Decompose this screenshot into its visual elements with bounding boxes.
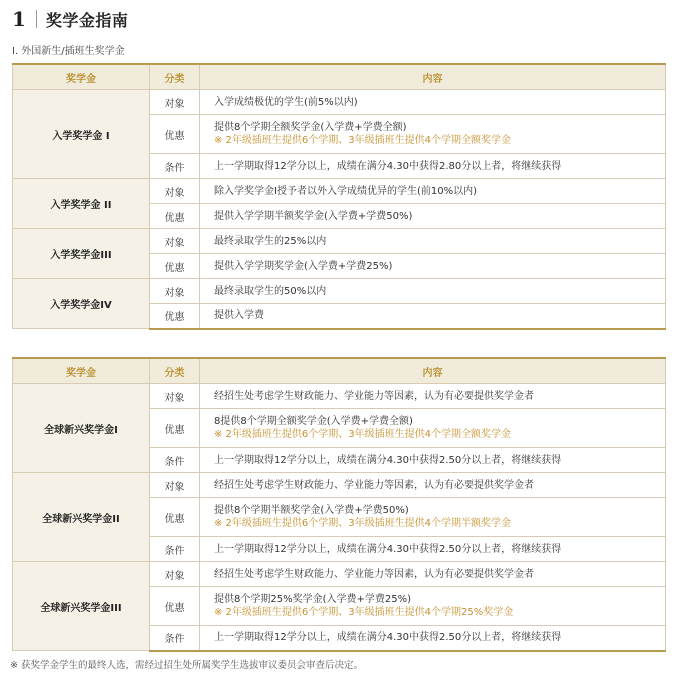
content-cell (200, 304, 666, 329)
transfer-student-note: ※ 2年级插班生提供6个学期、3年级插班生提供4个学期全额奖学金 (214, 135, 512, 146)
category-cell: 优惠 (150, 409, 200, 448)
content-cell (200, 626, 666, 651)
table-row (13, 473, 666, 498)
content-text: 提供入学学期奖学金(入学费+学费25%) (214, 260, 393, 272)
table-header-row (13, 64, 666, 90)
scholarship-name: 入学奖学金 II (13, 179, 150, 229)
content-text: 上一学期取得12学分以上，成绩在满分4.30中获得2.50分以上者，将继续获得 (214, 543, 562, 555)
header-category: 分类 (150, 358, 200, 384)
content-text: 经招生处考虑学生财政能力、学业能力等因素，认为有必要提供奖学金者 (214, 568, 534, 580)
content-cell (200, 115, 666, 154)
category-cell: 优惠 (150, 204, 200, 229)
content-text: 上一学期取得12学分以上，成绩在满分4.30中获得2.50分以上者，将继续获得 (214, 632, 562, 644)
category-cell: 对象 (150, 279, 200, 304)
content-text: 经招生处考虑学生财政能力、学业能力等因素，认为有必要提供奖学金者 (214, 390, 534, 402)
content-text: 提供8个学期半额奖学金(入学费+学费50%) (214, 505, 409, 516)
category-cell: 对象 (150, 229, 200, 254)
header-category: 分类 (150, 64, 200, 90)
content-text: 除入学奖学金I授予者以外入学成绩优异的学生(前10%以内) (214, 185, 477, 197)
content-text: 上一学期取得12学分以上，成绩在满分4.30中获得2.80分以上者，将继续获得 (214, 160, 562, 172)
content-cell (200, 179, 666, 204)
content-text: 最终录取学生的50%以内 (214, 285, 327, 297)
content-cell (200, 254, 666, 279)
page-title (12, 6, 128, 32)
section-title: 奖学金指南 (45, 10, 129, 30)
title-divider (36, 10, 37, 28)
content-cell (200, 562, 666, 587)
content-cell (200, 448, 666, 473)
transfer-student-note: ※ 2年级插班生提供6个学期、3年级插班生提供4个学期25%奖学金 (214, 607, 514, 618)
header-content: 内容 (200, 358, 666, 384)
content-text: 提供入学费 (214, 310, 264, 322)
content-cell (200, 473, 666, 498)
content-text: 提供入学学期半额奖学金(入学费+学费50%) (214, 210, 413, 222)
category-cell: 优惠 (150, 498, 200, 537)
transfer-student-note: ※ 2年级插班生提供6个学期、3年级插班生提供4个学期全额奖学金 (214, 429, 512, 440)
content-cell (200, 90, 666, 115)
content-text: 最终录取学生的25%以内 (214, 235, 327, 247)
table-header-row (13, 358, 666, 384)
content-cell (200, 587, 666, 626)
category-cell: 条件 (150, 537, 200, 562)
table-row (13, 562, 666, 587)
header-scholarship: 奖学金 (13, 64, 150, 90)
content-text: 提供8个学期25%奖学金(入学费+学费25%) (214, 594, 411, 605)
content-text: 经招生处考虑学生财政能力、学业能力等因素，认为有必要提供奖学金者 (214, 479, 534, 491)
scholarship-name: 入学奖学金III (13, 229, 150, 279)
content-text: 上一学期取得12学分以上，成绩在满分4.30中获得2.50分以上者，将继续获得 (214, 454, 562, 466)
content-cell (200, 537, 666, 562)
content-cell (200, 204, 666, 229)
table-row (13, 384, 666, 409)
header-content: 内容 (200, 64, 666, 90)
category-cell: 对象 (150, 179, 200, 204)
header-scholarship: 奖学金 (13, 358, 150, 384)
category-cell: 优惠 (150, 587, 200, 626)
transfer-student-note: ※ 2年级插班生提供6个学期、3年级插班生提供4个学期半额奖学金 (214, 518, 512, 529)
content-cell (200, 229, 666, 254)
category-cell: 对象 (150, 473, 200, 498)
content-text: 入学成绩极优的学生(前5%以内) (214, 96, 358, 108)
table-row (13, 90, 666, 115)
table-row (13, 229, 666, 254)
category-cell: 条件 (150, 448, 200, 473)
content-text: 8提供8个学期全额奖学金(入学费+学费全额) (214, 416, 413, 427)
table-row (13, 179, 666, 204)
entrance-scholarship-table (12, 63, 666, 330)
scholarship-name: 全球新兴奖学金III (13, 562, 150, 651)
category-cell: 优惠 (150, 115, 200, 154)
category-cell: 对象 (150, 90, 200, 115)
category-cell: 优惠 (150, 254, 200, 279)
scholarship-name: 入学奖学金 I (13, 90, 150, 179)
table-row (13, 279, 666, 304)
category-cell: 条件 (150, 154, 200, 179)
category-cell: 条件 (150, 626, 200, 651)
footnote: ※ 获奖学金学生的最终人选，需经过招生处所属奖学生选拔审议委员会审查后决定。 (10, 660, 363, 671)
content-cell (200, 279, 666, 304)
category-cell: 对象 (150, 384, 200, 409)
category-cell: 优惠 (150, 304, 200, 329)
category-cell: 对象 (150, 562, 200, 587)
section-number: 1 (12, 7, 26, 31)
content-text: 提供8个学期全额奖学金(入学费+学费全额) (214, 122, 407, 133)
scholarship-name: 全球新兴奖学金II (13, 473, 150, 562)
content-cell (200, 498, 666, 537)
subsection-title: I. 外国新生/插班生奖学金 (12, 46, 125, 57)
global-scholarship-table (12, 357, 666, 652)
scholarship-name: 入学奖学金IV (13, 279, 150, 329)
content-cell (200, 384, 666, 409)
scholarship-name: 全球新兴奖学金I (13, 384, 150, 473)
content-cell (200, 409, 666, 448)
content-cell (200, 154, 666, 179)
